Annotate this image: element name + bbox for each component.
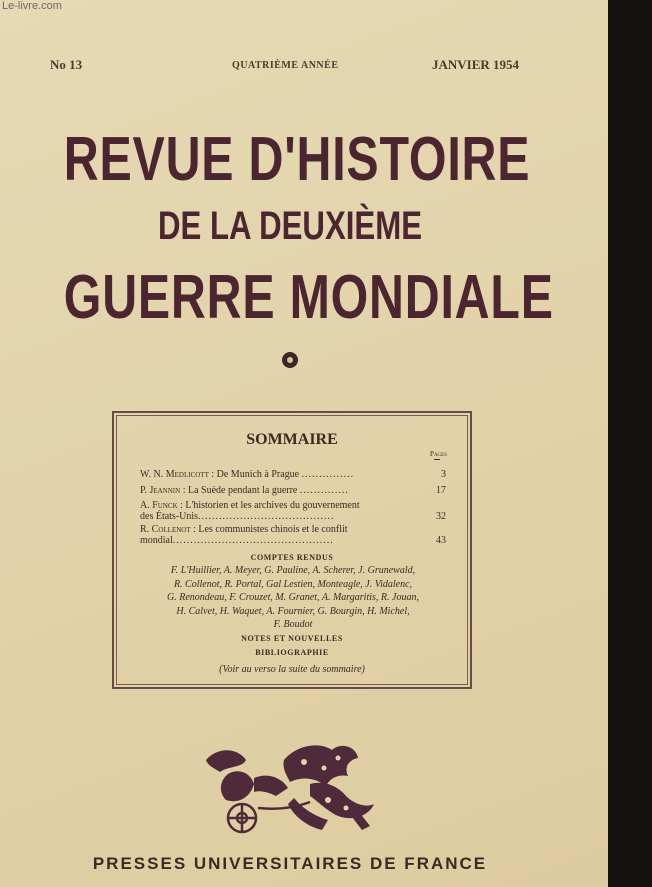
toc-title-cont: des États-Unis: [140, 511, 199, 522]
chariot-emblem-icon: [198, 738, 388, 838]
toc-author: P. Jeannin: [140, 485, 181, 496]
toc-entry: A. Funck : L'historien et les archives du gouvernement des États-Unis....................................... 32: [140, 500, 446, 522]
toc-title-cont: mondial: [140, 535, 173, 546]
notes-label: NOTES ET NOUVELLES: [241, 634, 343, 643]
title-line-2: DE LA DEUXIÈME: [157, 204, 423, 248]
toc-page: 32: [436, 511, 446, 522]
pages-divider: [434, 459, 440, 460]
toc-author: W. N. Medlicott: [140, 469, 209, 480]
toc-title: : De Munich à Prague: [208, 469, 300, 480]
toc-page: 17: [436, 485, 446, 496]
reviewers-line: H. Calvet, H. Waquet, A. Fournier, G. Bourgin, H. Michel,: [176, 605, 410, 617]
background-edge: [608, 0, 652, 887]
title-line-1: REVUE D'HISTOIRE: [63, 125, 531, 194]
issue-number: No 13: [50, 57, 83, 72]
bibliographie-label: BIBLIOGRAPHIE: [255, 648, 329, 657]
voir-note: (Voir au verso la suite du sommaire): [219, 664, 365, 675]
title-line-3: GUERRE MONDIALE: [63, 263, 554, 332]
ornament-dot-icon: [282, 352, 298, 368]
reviewers-line: F. L'Huillier, A. Meyer, G. Pauline, A. Scherer, J. Grunewald,: [170, 565, 416, 576]
pages-label: Pages: [430, 450, 447, 458]
reviewers-list: [136, 564, 450, 632]
toc-entry: P. Jeannin : La Suède pendant la guerre .............. 17: [140, 485, 446, 496]
toc-author: R. Collenot: [140, 524, 191, 535]
reviewers-line: R. Collenot, R. Portal, Gal Lestien, Monteagle, J. Vidalenc,: [173, 578, 413, 590]
table-of-contents: [112, 411, 472, 689]
watermark: Le-livre.com: [2, 0, 62, 12]
reviewers-line: G. Renondeau, F. Crouzet, M. Granet, A. Margaritis, R. Jouan,: [167, 592, 419, 603]
toc-entry: R. Collenot : Les communistes chinois et le conflit mondial.............................................. 43: [140, 524, 446, 546]
comptes-rendus-label: COMPTES RENDUS: [250, 553, 334, 562]
toc-author: A. Funck: [140, 500, 178, 511]
issue-date: JANVIER 1954: [432, 57, 520, 72]
toc-title: : Les communistes chinois et le conflit: [190, 524, 348, 535]
publication-year: QUATRIÈME ANNÉE: [232, 60, 339, 71]
toc-title: : La Suède pendant la guerre: [180, 485, 298, 496]
toc-title: : L'historien et les archives du gouvernement: [177, 500, 360, 511]
sommaire-heading: SOMMAIRE: [246, 431, 338, 448]
toc-entry: W. N. Medlicott : De Munich à Prague ............... 3: [140, 469, 446, 480]
toc-page: 3: [441, 469, 446, 480]
toc-page: 43: [436, 535, 446, 546]
publisher-name: PRESSES UNIVERSITAIRES DE FRANCE: [92, 854, 488, 873]
reviewers-line: F. Boudot: [273, 619, 313, 630]
